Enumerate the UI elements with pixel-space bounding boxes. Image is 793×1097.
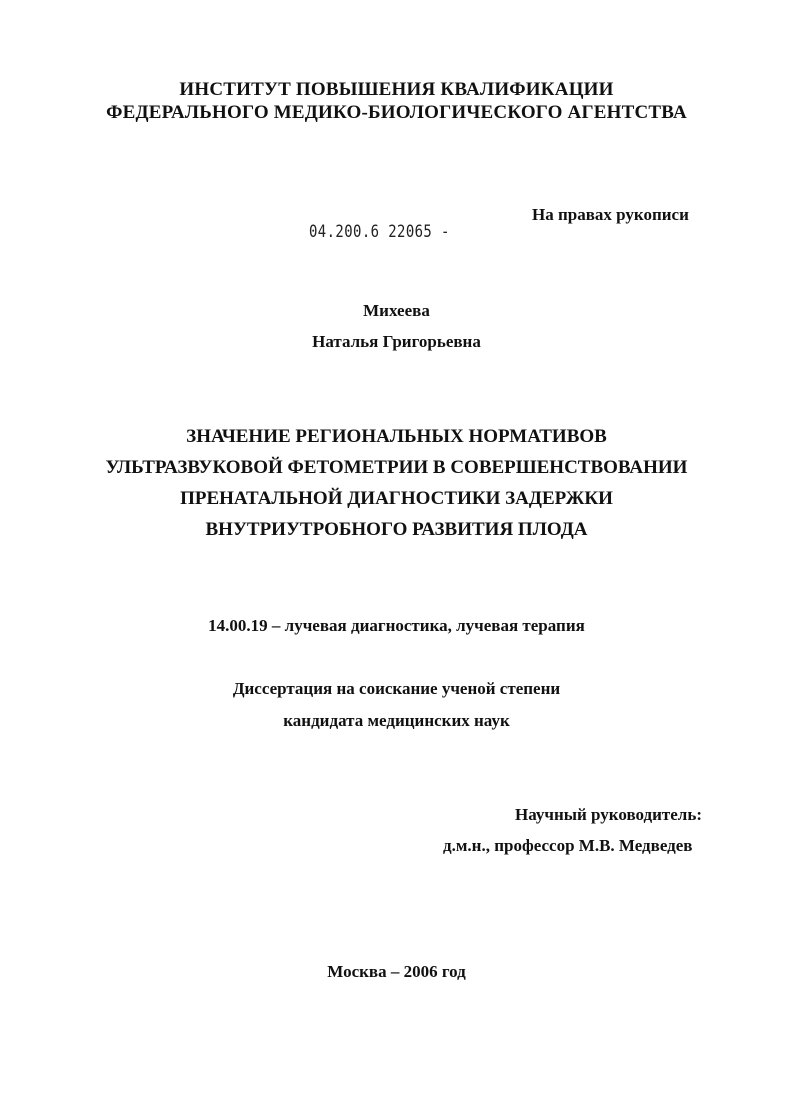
degree-line-1: Диссертация на соискание ученой степени xyxy=(232,679,561,698)
city-year: Москва – 2006 год xyxy=(327,962,466,981)
institute-name-line-2: ФЕДЕРАЛЬНОГО МЕДИКО-БИОЛОГИЧЕСКОГО АГЕНТСТВА xyxy=(106,102,687,123)
institute-name-line-1: ИНСТИТУТ ПОВЫШЕНИЯ КВАЛИФИКАЦИИ xyxy=(179,79,614,100)
degree-line-2: кандидата медицинских наук xyxy=(283,711,510,730)
title-line-1: ЗНАЧЕНИЕ РЕГИОНАЛЬНЫХ НОРМАТИВОВ xyxy=(186,426,607,447)
title-line-4: ВНУТРИУТРОБНОГО РАЗВИТИЯ ПЛОДА xyxy=(205,519,588,540)
manuscript-rights-note: На правах рукописи xyxy=(532,205,689,224)
author-surname: Михеева xyxy=(363,301,430,320)
registration-number-stamp: 04.200.6 22065 - xyxy=(309,222,450,242)
title-line-2: УЛЬТРАЗВУКОВОЙ ФЕТОМЕТРИИ В СОВЕРШЕНСТВОВАНИИ xyxy=(105,457,688,478)
specialty-code: 14.00.19 – лучевая диагностика, лучевая терапия xyxy=(208,616,585,635)
title-line-3: ПРЕНАТАЛЬНОЙ ДИАГНОСТИКИ ЗАДЕРЖКИ xyxy=(180,488,613,509)
supervisor-label: Научный руководитель: xyxy=(515,805,702,824)
supervisor-name: д.м.н., профессор М.В. Медведев xyxy=(443,836,693,855)
author-given-names: Наталья Григорьевна xyxy=(312,332,481,351)
